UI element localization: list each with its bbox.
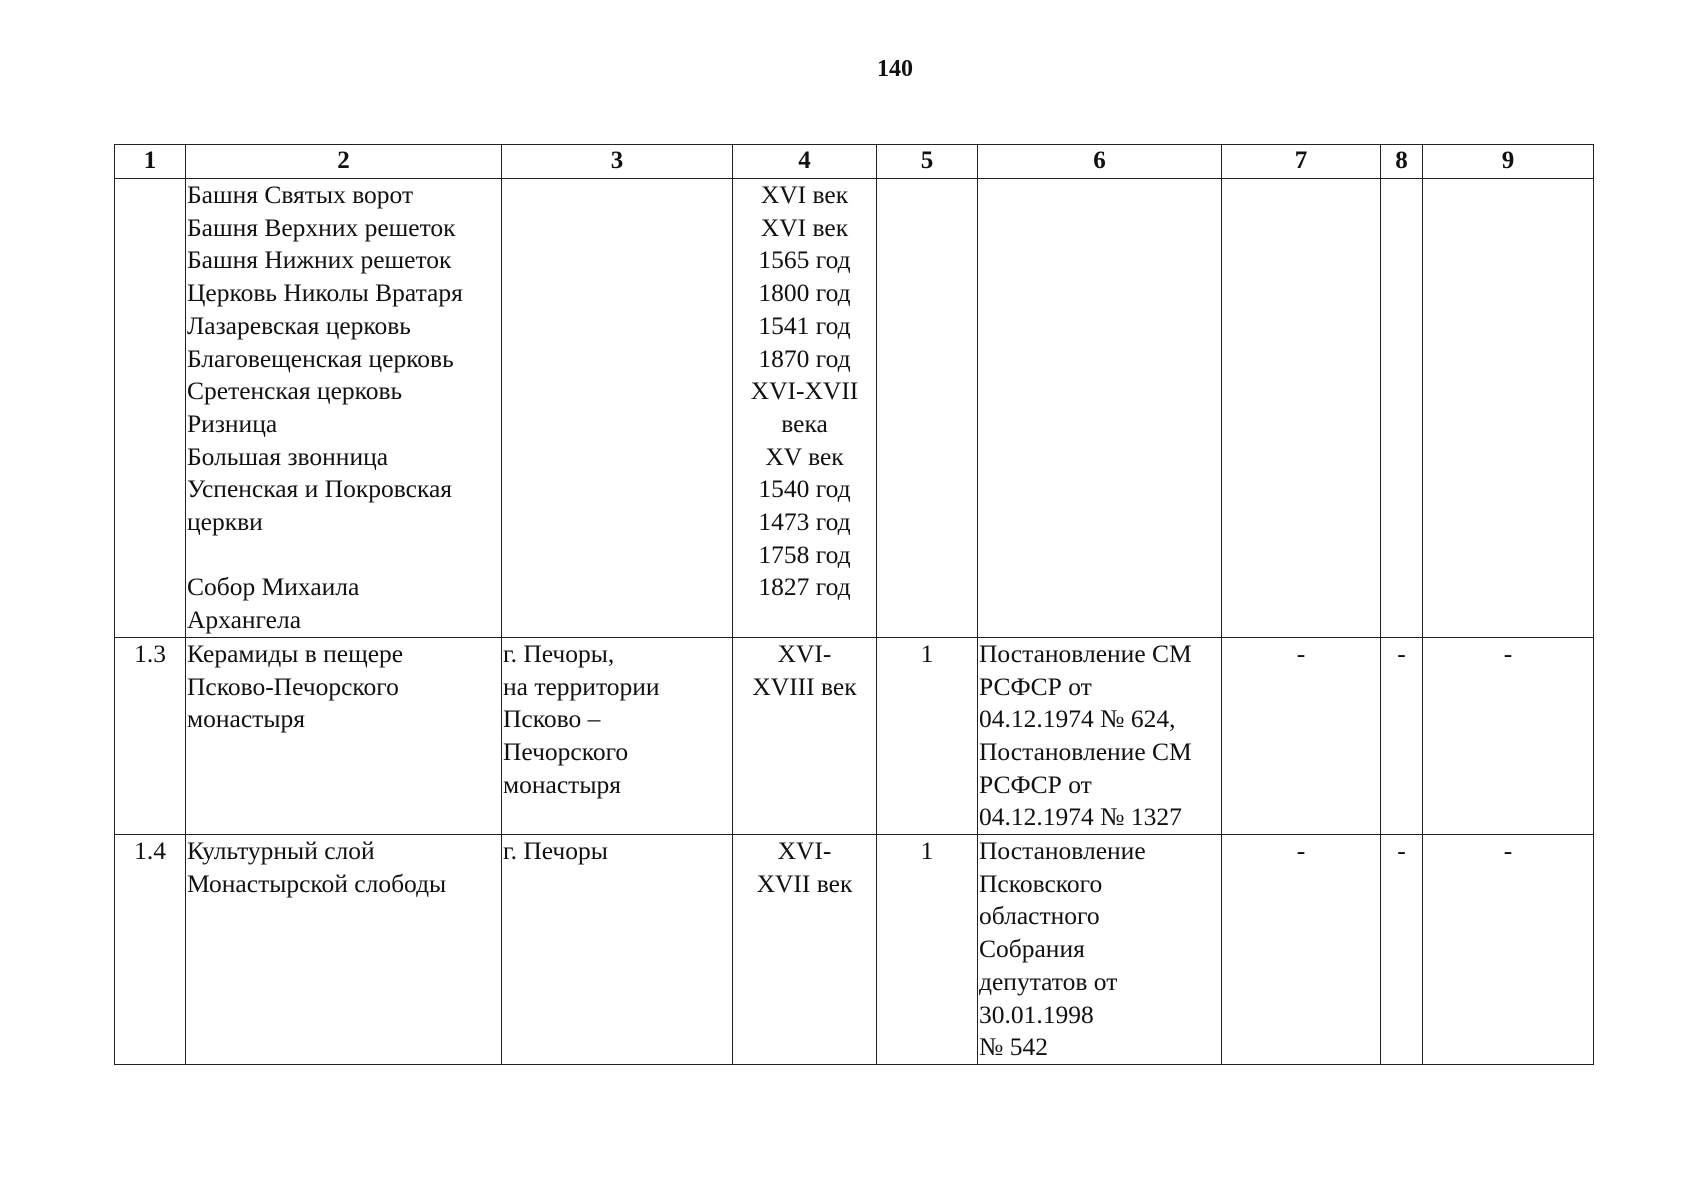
cell-text-line: 1870 год: [758, 343, 851, 373]
cell-text-line: 04.12.1974 № 624,: [979, 704, 1176, 734]
cell-text-line: РСФСР от: [979, 769, 1092, 799]
table-row: [115, 637, 1594, 834]
cell-col9: -: [1423, 637, 1594, 834]
cell-text-line: церкви: [187, 507, 263, 537]
cell-category: 1: [877, 835, 978, 1065]
cell-text-line: Церковь Николы Вратаря: [187, 278, 463, 308]
cell-col9: [1423, 179, 1594, 638]
column-header: 3: [502, 145, 733, 179]
cell-text-line: Большая звонница: [187, 441, 389, 471]
cell-text-line: Благовещенская церковь: [187, 343, 454, 373]
cell-text-line: XVI-XVII: [750, 376, 859, 406]
cell-text-line: 30.01.1998: [979, 999, 1094, 1029]
cell-text-line: Башня Верхних решеток: [187, 212, 456, 242]
cell-col7: [1222, 179, 1381, 638]
column-header: 1: [115, 145, 186, 179]
cell-text-line: 1827 год: [758, 572, 851, 602]
cell-text-line: XVI век: [760, 212, 849, 242]
cell-col8: -: [1381, 835, 1423, 1065]
cell-dating: [733, 179, 877, 638]
column-header: 8: [1381, 145, 1423, 179]
cell-text-line: Постановление: [979, 836, 1146, 866]
cell-col7: -: [1222, 835, 1381, 1065]
cell-text-line: XVI-: [777, 836, 832, 866]
cell-text-line: Печорского: [503, 736, 629, 766]
cell-dating: [733, 637, 877, 834]
cell-text-line: XV век: [765, 441, 844, 471]
cell-text-line: областного: [979, 901, 1100, 931]
cell-text-line: XVI век: [760, 180, 849, 209]
cell-location: [502, 179, 733, 638]
cell-text-line: Псково-Печорского: [187, 671, 399, 701]
cell-text-line: 1540 год: [758, 474, 851, 504]
cell-location: [502, 835, 733, 1065]
cell-text-line: Собрания: [979, 934, 1085, 964]
cell-col9: -: [1423, 835, 1594, 1065]
cell-text-line: г. Печоры: [503, 836, 608, 866]
page-number: 140: [877, 56, 913, 82]
cell-col7: -: [1222, 637, 1381, 834]
cell-text-line: 04.12.1974 № 1327: [979, 802, 1182, 832]
cell-text-line: XVII век: [756, 868, 853, 898]
cell-category: 1: [877, 637, 978, 834]
column-header: 7: [1222, 145, 1381, 179]
cell-text-line: Башня Святых ворот: [187, 180, 414, 209]
cell-category: [877, 179, 978, 638]
column-header: 9: [1423, 145, 1594, 179]
cell-text-line: монастыря: [503, 769, 621, 799]
column-header: 4: [733, 145, 877, 179]
cell-text-line: Псково –: [503, 704, 601, 734]
cell-number: [115, 179, 186, 638]
cell-legal-document: [978, 835, 1222, 1065]
cell-text-line: Постановление СМ: [979, 638, 1192, 668]
cell-object-name: [186, 179, 502, 638]
column-header: 5: [877, 145, 978, 179]
cell-text-line: 1473 год: [758, 507, 851, 537]
cell-legal-document: [978, 179, 1222, 638]
cell-text-line: Архангела: [187, 605, 302, 635]
cell-legal-document: [978, 637, 1222, 834]
cell-location: [502, 637, 733, 834]
cell-text-line: Псковского: [979, 868, 1103, 898]
cell-col8: -: [1381, 637, 1423, 834]
cell-text-line: Башня Нижних решеток: [187, 245, 452, 275]
cell-text-line: [187, 539, 501, 572]
cell-object-name: [186, 835, 502, 1065]
cell-text-line: века: [781, 408, 828, 438]
cell-text-line: 1541 год: [758, 310, 851, 340]
cell-text-line: монастыря: [187, 704, 305, 734]
cell-text-line: РСФСР от: [979, 671, 1092, 701]
cell-text-line: депутатов от: [979, 966, 1118, 996]
cell-text-line: Монастырской слободы: [187, 868, 447, 898]
cell-text-line: Успенская и Покровская: [187, 474, 452, 504]
cell-object-name: [186, 637, 502, 834]
cell-text-line: Сретенская церковь: [187, 376, 403, 406]
cell-text-line: Керамиды в пещере: [187, 638, 404, 668]
column-header: 2: [186, 145, 502, 179]
cell-text-line: Постановление СМ: [979, 736, 1192, 766]
table-row: [115, 179, 1594, 638]
cell-text-line: Ризница: [187, 408, 278, 438]
cell-col8: [1381, 179, 1423, 638]
cell-text-line: 1800 год: [758, 278, 851, 308]
cell-text-line: г. Печоры,: [503, 638, 615, 668]
cell-dating: [733, 835, 877, 1065]
cell-text-line: 1565 год: [758, 245, 851, 275]
cell-number: 1.4: [115, 835, 186, 1065]
cell-text-line: XVIII век: [752, 671, 857, 701]
cell-text-line: 1758 год: [758, 539, 851, 569]
cell-text-line: XVI-: [777, 638, 832, 668]
table-row: [115, 835, 1594, 1065]
cell-text-line: № 542: [979, 1032, 1048, 1062]
cell-text-line: Собор Михаила: [187, 572, 360, 602]
cell-number: 1.3: [115, 637, 186, 834]
cell-text-line: на территории: [503, 671, 660, 701]
header-row: [115, 145, 1594, 179]
cell-text-line: Лазаревская церковь: [187, 310, 411, 340]
heritage-registry-table: [114, 144, 1594, 1065]
cell-text-line: Культурный слой: [187, 836, 375, 866]
column-header: 6: [978, 145, 1222, 179]
